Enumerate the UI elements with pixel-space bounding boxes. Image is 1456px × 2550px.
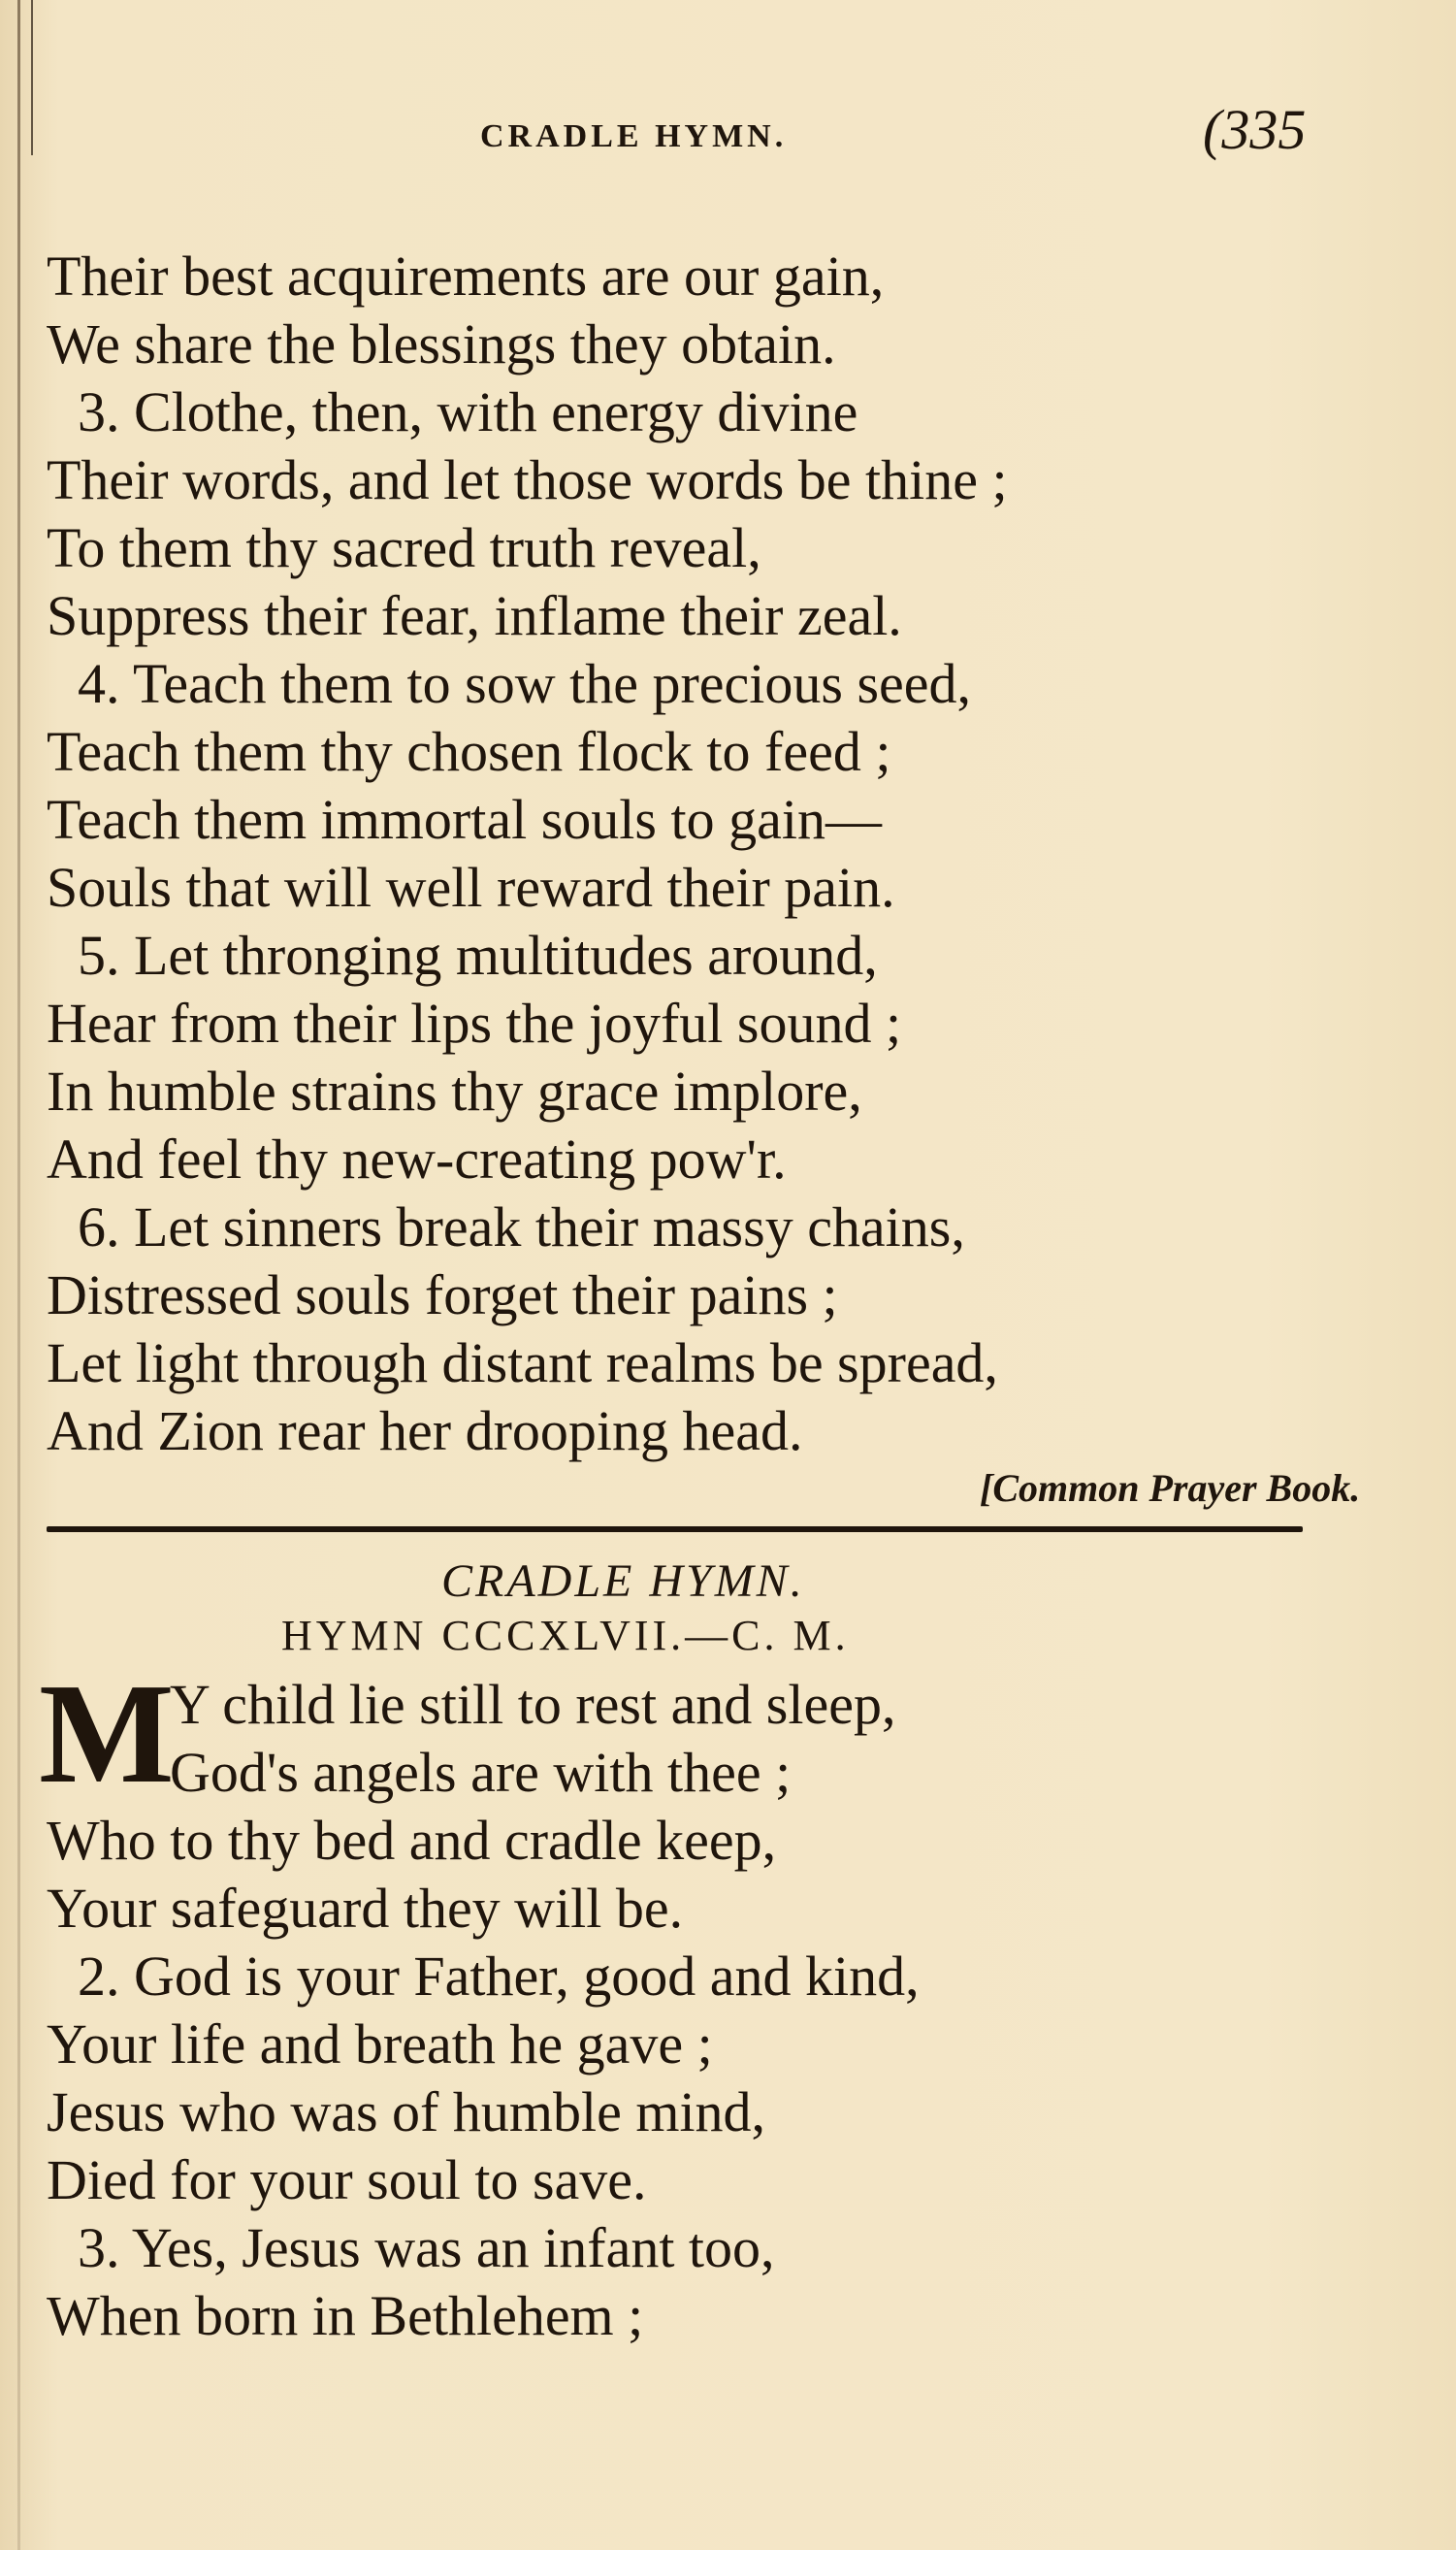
verse-line: 5. Let thronging multitudes around, xyxy=(78,924,878,987)
verse-line: Hear from their lips the joyful sound ; xyxy=(47,992,902,1055)
verse-line: Your life and breath he gave ; xyxy=(47,2012,713,2076)
page-number: (335 xyxy=(1203,98,1307,161)
hymn-number-meter: HYMN CCCXLVII.—C. M. xyxy=(281,1612,850,1659)
verse-line: Distressed souls forget their pains ; xyxy=(47,1263,838,1326)
drop-cap: M xyxy=(39,1654,175,1814)
hymn-title: CRADLE HYMN. xyxy=(441,1555,805,1607)
verse-line: Your safeguard they will be. xyxy=(47,1877,684,1940)
verse-line: Jesus who was of humble mind, xyxy=(47,2080,766,2143)
verse-line: We share the blessings they obtain. xyxy=(47,312,836,376)
gutter-shadow xyxy=(17,0,20,2550)
verse-line: Souls that will well reward their pain. xyxy=(47,856,895,919)
verse-line: 3. Clothe, then, with energy divine xyxy=(78,380,858,443)
verse-line: Suppress their fear, inflame their zeal. xyxy=(47,584,902,647)
verse-line: Y child lie still to rest and sleep, xyxy=(170,1673,896,1736)
verse-line: God's angels are with thee ; xyxy=(170,1741,792,1804)
verse-line: Let light through distant realms be spread, xyxy=(47,1331,998,1394)
verse-line: Teach them immortal souls to gain— xyxy=(47,788,882,851)
running-head: CRADLE HYMN. xyxy=(480,118,788,154)
verse-line: Who to thy bed and cradle keep, xyxy=(47,1809,777,1872)
verse-line: 3. Yes, Jesus was an infant too, xyxy=(78,2216,775,2279)
verse-line: Their best acquirements are our gain, xyxy=(47,245,885,308)
section-divider xyxy=(47,1526,1303,1532)
source-attribution: [Common Prayer Book. xyxy=(980,1466,1361,1510)
verse-line: 4. Teach them to sow the precious seed, xyxy=(78,652,972,715)
verse-line: Died for your soul to save. xyxy=(47,2148,647,2211)
verse-line: 2. God is your Father, good and kind, xyxy=(78,1945,920,2008)
verse-line: 6. Let sinners break their massy chains, xyxy=(78,1195,965,1259)
gutter-edge xyxy=(31,0,33,155)
verse-line: Their words, and let those words be thine ; xyxy=(47,448,1008,511)
verse-line: And feel thy new-creating pow'r. xyxy=(47,1128,787,1191)
verse-line: In humble strains thy grace implore, xyxy=(47,1060,862,1123)
verse-line: To them thy sacred truth reveal, xyxy=(47,516,761,579)
verse-line: When born in Bethlehem ; xyxy=(47,2284,644,2347)
verse-line: And Zion rear her drooping head. xyxy=(47,1399,803,1462)
verse-line: Teach them thy chosen flock to feed ; xyxy=(47,720,891,783)
